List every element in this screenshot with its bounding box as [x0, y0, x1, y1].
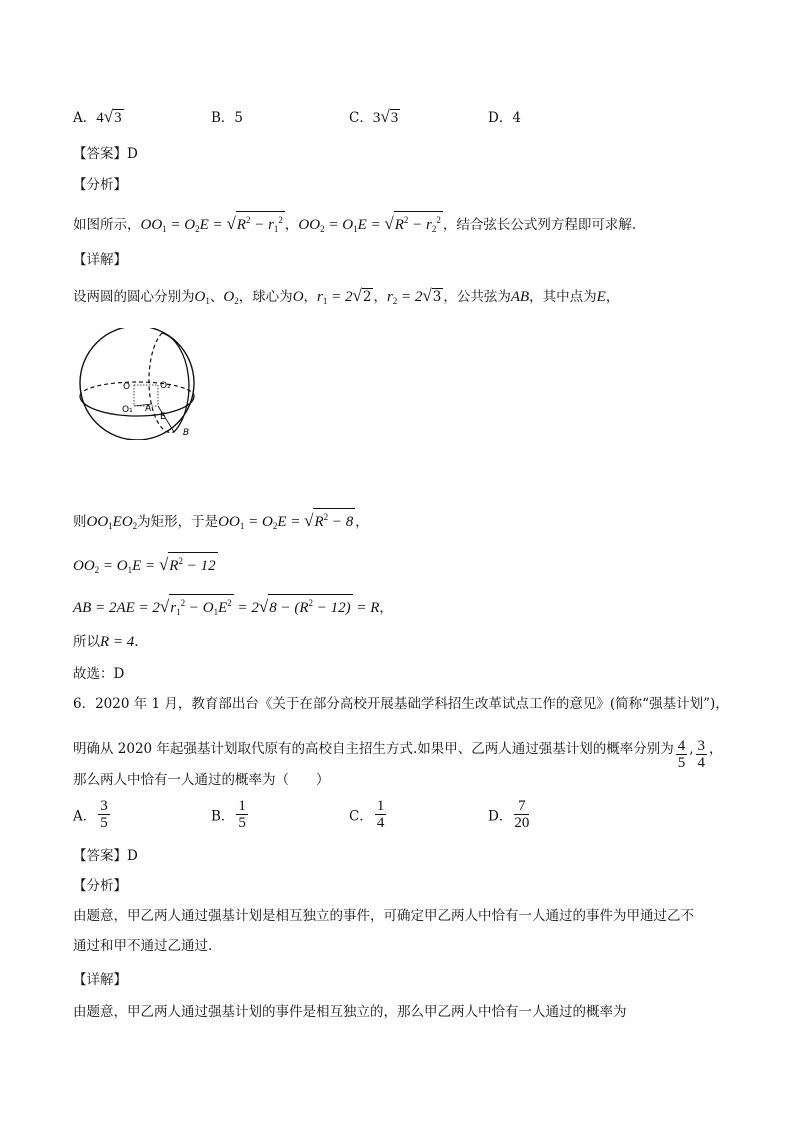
- q6-analysis-line1: 由题意，甲乙两人通过强基计划是相互独立的事件，可确定甲乙两人中恰有一人通过的事件为甲通过乙不: [73, 908, 694, 924]
- option-c-value: 3√3: [372, 107, 399, 126]
- option-d: [488, 106, 521, 126]
- label-O1: O₁: [122, 405, 133, 415]
- q6-detail-label: 【详解】: [73, 972, 127, 988]
- q5-rectangle-line: 则$OO_1EO_2$为矩形，于是$OO_1 = O_2E = √R^2 - 8$ ，: [73, 508, 369, 536]
- q5-detail-text: 设两圆的圆心分别为$O_1$、$O_2$，球心为O，$r_1 = 2√2$ ，$r_2 = 2√3$ ，公共弦为AB，其中点为E，: [73, 286, 620, 306]
- q5-detail-label: 【详解】: [73, 252, 127, 268]
- label-A: A: [145, 404, 152, 414]
- option-d-value: 4: [512, 110, 521, 126]
- option-c: [349, 106, 400, 127]
- q6-option-a: A． $\frac{3}{5}$: [73, 798, 108, 831]
- q5-ab-line: AB = $2AE = 2√r_1^2 - O_1E^2 = 2√8 - (R^2 - 12) = R$，: [73, 594, 393, 621]
- q5-analysis-label: 【分析】: [73, 177, 127, 193]
- q5-analysis-text: 如图所示，$OO_1 = O_2E = √R^2 - r_1^2$ ，$OO_2 = O_1E = √R^2 - r_2^2$ ，结合弦长公式列方程即可求解.: [73, 211, 636, 239]
- option-letter: B．: [211, 110, 235, 126]
- option-a: [73, 106, 124, 127]
- q6-stem-line2: 明确从 2020 年起强基计划取代原有的高校自主招生方式.如果甲、乙两人通过强基计划的概率分别为 $\frac{4}{5}$ , $\frac{3}{4}$ ，: [73, 738, 723, 771]
- q6-answer: 【答案】D: [73, 848, 138, 864]
- option-b: [211, 106, 243, 126]
- q6-stem-line3: 那么两人中恰有一人通过的概率为（ ）: [73, 772, 330, 788]
- q5-so-line: 所以R = 4.: [73, 634, 139, 650]
- q5-answer: 【答案】D: [73, 146, 138, 162]
- q6-option-c: C． $\frac{1}{4}$: [349, 798, 385, 831]
- option-a-value: 4√3: [96, 107, 122, 126]
- label-E: E: [160, 412, 166, 422]
- q6-analysis-label: 【分析】: [73, 878, 127, 894]
- option-letter: C．: [349, 110, 373, 126]
- q5-choose: 故选：D: [73, 666, 125, 682]
- horizontal-circle-back: [80, 382, 194, 396]
- label-O2: O₂: [160, 381, 171, 391]
- option-letter: A．: [73, 110, 97, 126]
- q5-oo2-line: $OO_2 = O_1E = √R^2 - 12$: [73, 552, 218, 580]
- option-b-value: 5: [234, 110, 244, 126]
- q6-stem-line1: 6．2020 年 1 月，教育部出台《关于在部分高校开展基础学科招生改革试点工作的意见》(简称“强基计划”)，: [73, 696, 729, 712]
- q6-analysis-line2: 通过和甲不通过乙通过.: [73, 938, 213, 954]
- label-O: O: [123, 382, 131, 392]
- option-letter: D．: [488, 110, 513, 126]
- q6-option-b: B． $\frac{1}{5}$: [211, 798, 246, 831]
- label-B: B: [183, 428, 190, 438]
- sphere-figure: [72, 328, 202, 440]
- q6-option-d: D． $\frac{7}{20}$: [488, 798, 530, 831]
- q6-detail-line1: 由题意，甲乙两人通过强基计划的事件是相互独立的，那么甲乙两人中恰有一人通过的概率为: [73, 1004, 627, 1020]
